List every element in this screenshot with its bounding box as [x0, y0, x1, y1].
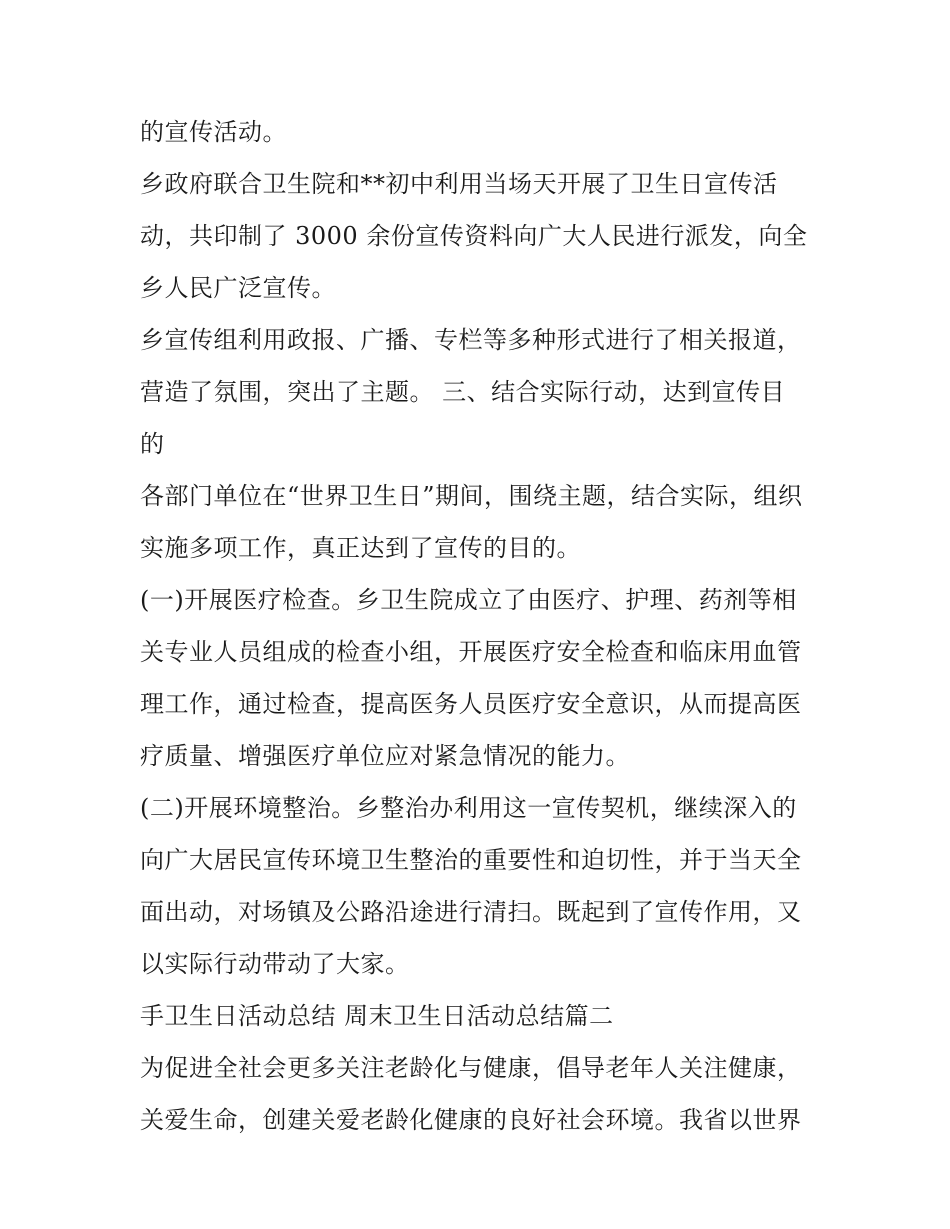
text-line: 关爱生命，创建关爱老龄化健康的良好社会环境。我省以世界 — [140, 1106, 802, 1134]
text-line: 动，共印制了 3000 余份宣传资料向广大人民进行派发，向全 — [140, 222, 808, 250]
text-line: 的 — [140, 430, 165, 458]
text-line: 各部门单位在“世界卫生日”期间，围绕主题，结合实际，组织 — [140, 482, 803, 510]
section-heading: 手卫生日活动总结 周末卫生日活动总结篇二 — [140, 1002, 614, 1030]
text-line: 的宣传活动。 — [140, 118, 287, 146]
text-line: 乡政府联合卫生院和**初中利用当场天开展了卫生日宣传活 — [140, 170, 778, 198]
text-line: 疗质量、增强医疗单位应对紧急情况的能力。 — [140, 742, 630, 770]
text-line: 以实际行动带动了大家。 — [140, 950, 410, 978]
text-line: 乡人民广泛宣传。 — [140, 274, 336, 302]
text-line: 营造了氛围，突出了主题。 三、结合实际行动，达到宣传目 — [140, 378, 786, 406]
text-line: 实施多项工作，真正达到了宣传的目的。 — [140, 534, 581, 562]
text-line: (二)开展环境整治。乡整治办利用这一宣传契机，继续深入的 — [140, 794, 797, 822]
text-line: (一)开展医疗检查。乡卫生院成立了由医疗、护理、药剂等相 — [140, 586, 797, 614]
text-line: 向广大居民宣传环境卫生整治的重要性和迫切性，并于当天全 — [140, 846, 802, 874]
text-line: 面出动，对场镇及公路沿途进行清扫。既起到了宣传作用，又 — [140, 898, 802, 926]
document-body — [140, 106, 820, 1146]
text-line: 关专业人员组成的检查小组，开展医疗安全检查和临床用血管 — [140, 638, 802, 666]
text-line: 理工作，通过检查，提高医务人员医疗安全意识，从而提高医 — [140, 690, 802, 718]
text-line: 乡宣传组利用政报、广播、专栏等多种形式进行了相关报道， — [140, 326, 802, 354]
text-line: 为促进全社会更多关注老龄化与健康，倡导老年人关注健康， — [140, 1054, 802, 1082]
